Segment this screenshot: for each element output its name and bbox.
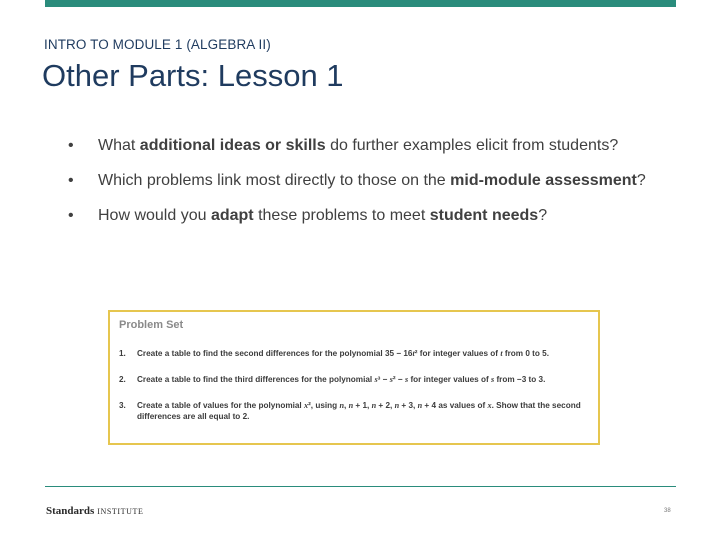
- problem-text: ² for integer values of: [414, 349, 501, 358]
- bullet-item: [68, 204, 668, 227]
- math-variable: s: [374, 375, 378, 384]
- problem-number: 2.: [119, 375, 126, 384]
- problem-text: + 1,: [353, 401, 372, 410]
- bullet-text-bold: mid-module assessment: [450, 172, 637, 189]
- problem-text: ³ −: [377, 375, 390, 384]
- problem-text: + 2,: [376, 401, 395, 410]
- bullet-text-normal: ?: [538, 207, 548, 224]
- bullet-text-bold: adapt: [210, 207, 254, 224]
- problem-set-title: Problem Set: [119, 319, 184, 331]
- problem-number: 1.: [119, 349, 126, 358]
- module-kicker: INTRO TO MODULE 1 (ALGEBRA II): [44, 37, 271, 52]
- problem-text: Create a table to find the third differences for the polynomial: [137, 375, 375, 384]
- problem-text: ² −: [392, 375, 405, 384]
- math-variable: x: [303, 401, 309, 410]
- problem-text: . Show that the second differences are all equal to 2.: [137, 401, 581, 421]
- bullet-text-normal: ?: [636, 172, 646, 189]
- bullet-text-normal: How would you: [98, 207, 211, 224]
- bullet-item: [68, 134, 668, 157]
- bullet-text-normal: What: [98, 137, 140, 154]
- bullet-text-bold: student needs: [429, 207, 539, 224]
- bullet-text-bold: additional ideas or skills: [139, 137, 326, 154]
- math-variable: t: [500, 349, 503, 358]
- problem-text: ², using: [308, 401, 340, 410]
- problem-number: 3.: [119, 401, 126, 410]
- problem-text: Create a table to find the second differences for the polynomial 35 − 16: [137, 349, 413, 358]
- problem-text: from −3 to 3.: [494, 375, 546, 384]
- math-variable: t: [412, 349, 415, 358]
- math-variable: n: [394, 401, 400, 410]
- bullet-marker: •: [68, 207, 74, 224]
- bullet-marker: •: [68, 172, 74, 189]
- problem-text: + 3,: [399, 401, 418, 410]
- bullet-item: [68, 169, 668, 192]
- math-variable: s: [490, 375, 495, 384]
- standards-institute-logo: [46, 505, 144, 517]
- top-accent-bar: [45, 0, 676, 7]
- math-variable: s: [389, 375, 393, 384]
- logo-suffix: INSTITUTE: [97, 507, 144, 516]
- problem-item: [119, 348, 589, 359]
- page-title: Other Parts: Lesson 1: [42, 58, 344, 93]
- problem-item: [119, 400, 589, 422]
- math-variable: s: [404, 375, 409, 384]
- problem-text: from 0 to 5.: [502, 349, 549, 358]
- problem-list: [119, 348, 589, 437]
- math-variable: n: [371, 401, 377, 410]
- math-variable: n: [417, 401, 423, 410]
- problem-item: [119, 374, 589, 385]
- bullet-marker: •: [68, 137, 74, 154]
- math-variable: n: [348, 401, 354, 410]
- problem-text: ,: [344, 401, 349, 410]
- bullet-list: [68, 134, 668, 239]
- bullet-text-normal: Which problems link most directly to those on the: [98, 172, 451, 189]
- bullet-text-normal: these problems to meet: [253, 207, 430, 224]
- math-variable: n: [339, 401, 345, 410]
- problem-text: for integer values of: [408, 375, 491, 384]
- problem-text: + 4 as values of: [422, 401, 488, 410]
- logo-brand: Standards: [46, 505, 95, 517]
- math-variable: x: [487, 401, 492, 410]
- problem-text: Create a table of values for the polynomial: [137, 401, 304, 410]
- bullet-text-normal: do further examples elicit from students?: [325, 137, 619, 154]
- page-number: 38: [664, 508, 671, 514]
- footer-divider: [45, 486, 676, 487]
- problem-set-box: [108, 310, 600, 445]
